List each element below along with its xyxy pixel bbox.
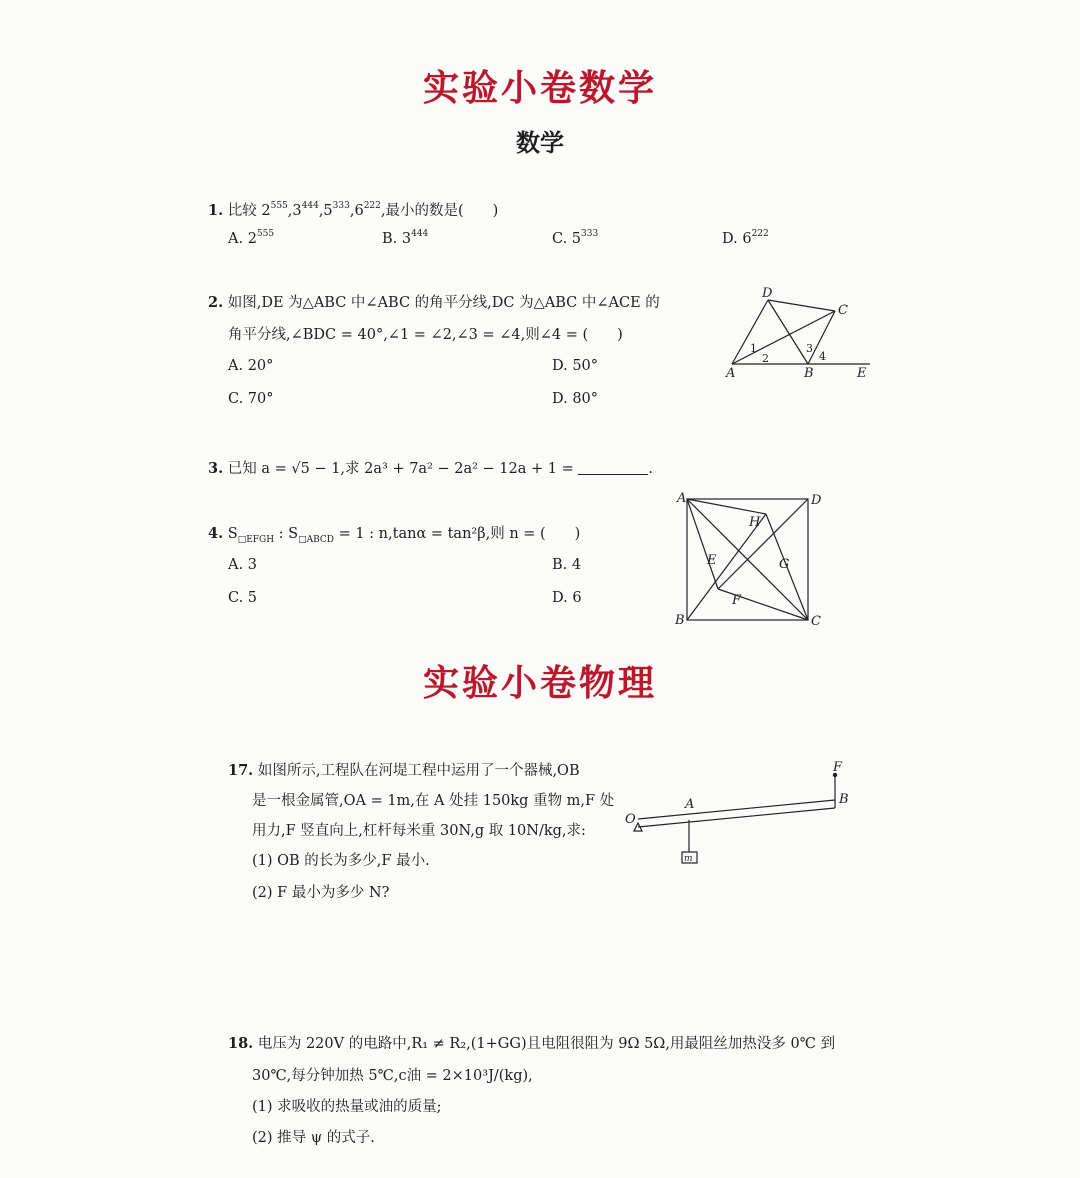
- q1-option-a-text: A. 2: [228, 231, 257, 247]
- angle-3: 3: [806, 342, 813, 355]
- label-m: m: [684, 854, 693, 864]
- q1-option-a-exp: 555: [256, 229, 275, 239]
- physics-title: 实验小卷物理: [422, 662, 657, 704]
- q1-exp3: 333: [332, 201, 350, 211]
- label-a: A: [726, 366, 736, 381]
- q4-option-a: A. 3: [228, 557, 257, 573]
- angle-1: 1: [750, 342, 757, 355]
- q1-option-b: [382, 229, 428, 247]
- question-2-line2: 角平分线,∠BDC = 40°,∠1 = ∠2,∠3 = ∠4,则∠4 = ( ): [228, 327, 623, 343]
- q17-lever-figure: [620, 757, 860, 869]
- q1-base3: 5: [323, 203, 333, 219]
- angle-2: 2: [762, 352, 769, 365]
- q2-line1-text: 如图,DE 为△ABC 中∠ABC 的角平分线,DC 为△ABC 中∠ACE 的: [227, 295, 660, 311]
- label-h: H: [749, 515, 761, 530]
- question-number: 3.: [208, 460, 224, 477]
- question-number: 4.: [208, 525, 224, 542]
- q1-base2: 3: [292, 203, 302, 219]
- q1-option-b-text: B. 3: [382, 231, 412, 247]
- line-db: [768, 300, 808, 364]
- answer-blank: [578, 462, 648, 475]
- q1-option-c: [552, 229, 598, 247]
- label-e: E: [707, 553, 717, 568]
- question-number: 17.: [228, 762, 254, 779]
- q1-option-b-exp: 444: [411, 229, 429, 239]
- label-o: O: [625, 812, 636, 827]
- q1-option-a: [228, 229, 274, 247]
- q2-option-d: D. 80°: [552, 391, 599, 407]
- question-number: 18.: [228, 1035, 254, 1052]
- line-dc: [768, 300, 835, 311]
- q1-option-d-exp: 222: [751, 229, 769, 239]
- label-d: D: [762, 286, 773, 301]
- q1-exp1: 555: [270, 201, 288, 211]
- question-1-stem: 1. 比较 $2^{555},3^{444},5^{333},6^{222}$,最小的数是( ): [208, 201, 499, 219]
- question-18-line1: [228, 1034, 835, 1054]
- q4-rest: = 1 : n,tanα = tan²β,则 n = ( ): [333, 526, 581, 542]
- q1-option-d-text: D. 6: [722, 231, 752, 247]
- q4-s2-sub: □ABCD: [298, 534, 334, 545]
- q2-option-a: A. 20°: [228, 358, 274, 374]
- q1-exp4: 222: [363, 201, 381, 211]
- question-18-part2: (2) 推导 ψ 的式子.: [252, 1130, 375, 1146]
- label-a: A: [677, 491, 687, 506]
- line-af: [687, 499, 718, 589]
- q2-option-c: C. 70°: [228, 391, 274, 407]
- question-17-part1: (1) OB 的长为多少,F 最小.: [252, 853, 430, 869]
- lever-bottom-edge: [638, 808, 835, 827]
- question-18-line2: 30℃,每分钟加热 5℃,c油 = 2×10³J/(kg),: [252, 1068, 533, 1084]
- q1-option-c-exp: 333: [581, 229, 599, 239]
- q1-stem-before: 比较: [227, 203, 262, 219]
- math-title: 实验小卷数学: [422, 67, 657, 109]
- q3-text: 已知 a = √5 − 1,求 2a³ + 7a² − 2a² − 12a + 1 =: [227, 461, 574, 477]
- label-b: B: [804, 366, 814, 381]
- q4-option-b: B. 4: [552, 557, 582, 573]
- question-3: [208, 459, 653, 479]
- label-d: D: [811, 493, 822, 508]
- q4-option-d: D. 6: [552, 590, 582, 606]
- q1-base4: 6: [354, 203, 364, 219]
- lever-top-edge: [638, 800, 835, 819]
- q1-base1: 2: [261, 203, 271, 219]
- q4-option-c: C. 5: [228, 590, 258, 606]
- q4-colon: :: [274, 526, 289, 542]
- label-f: F: [833, 760, 843, 775]
- q4-square-figure: [670, 488, 830, 630]
- q18-line1-text: 电压为 220V 的电路中,R₁ ≠ R₂,(1+GG)且电阻很阻为 9Ω 5Ω,用最阻丝加热没多 0℃ 到: [257, 1036, 836, 1052]
- label-b: B: [839, 792, 849, 807]
- q1-stem-after: ,最小的数是( ): [380, 203, 499, 219]
- angle-4: 4: [819, 350, 826, 363]
- question-17-line1: [228, 761, 580, 781]
- q1-option-d: [722, 229, 769, 247]
- q1-option-c-text: C. 5: [552, 231, 582, 247]
- question-17-line2: 是一根金属管,OA = 1m,在 A 处挂 150kg 重物 m,F 处: [252, 793, 615, 809]
- question-17-part2: (2) F 最小为多少 N?: [252, 885, 390, 901]
- q3-end: .: [648, 461, 653, 477]
- q4-s1: S: [227, 526, 238, 542]
- q4-s1-sub: □EFGH: [237, 534, 275, 545]
- question-number: 1.: [208, 202, 224, 219]
- q2-triangle-figure: [720, 286, 880, 382]
- label-b: B: [675, 613, 685, 628]
- question-18-part1: (1) 求吸收的热量或油的质量;: [252, 1099, 442, 1115]
- label-a: A: [685, 797, 695, 812]
- question-number: 2.: [208, 294, 224, 311]
- label-e: E: [857, 366, 867, 381]
- q4-s2: S: [288, 526, 299, 542]
- question-2-line1: [208, 293, 660, 313]
- q17-line1-text: 如图所示,工程队在河堤工程中运用了一个器械,OB: [257, 763, 580, 779]
- label-c: C: [811, 614, 821, 629]
- line-ah: [687, 499, 766, 514]
- math-subtitle: 数学: [516, 128, 564, 157]
- label-c: C: [838, 303, 848, 318]
- label-f: F: [732, 593, 742, 608]
- question-17-line3: 用力,F 竖直向上,杠杆每米重 30N,g 取 10N/kg,求:: [252, 823, 586, 839]
- question-4: [208, 524, 580, 550]
- q1-exp2: 444: [301, 201, 319, 211]
- q2-option-b: D. 50°: [552, 358, 599, 374]
- label-g: G: [779, 557, 790, 572]
